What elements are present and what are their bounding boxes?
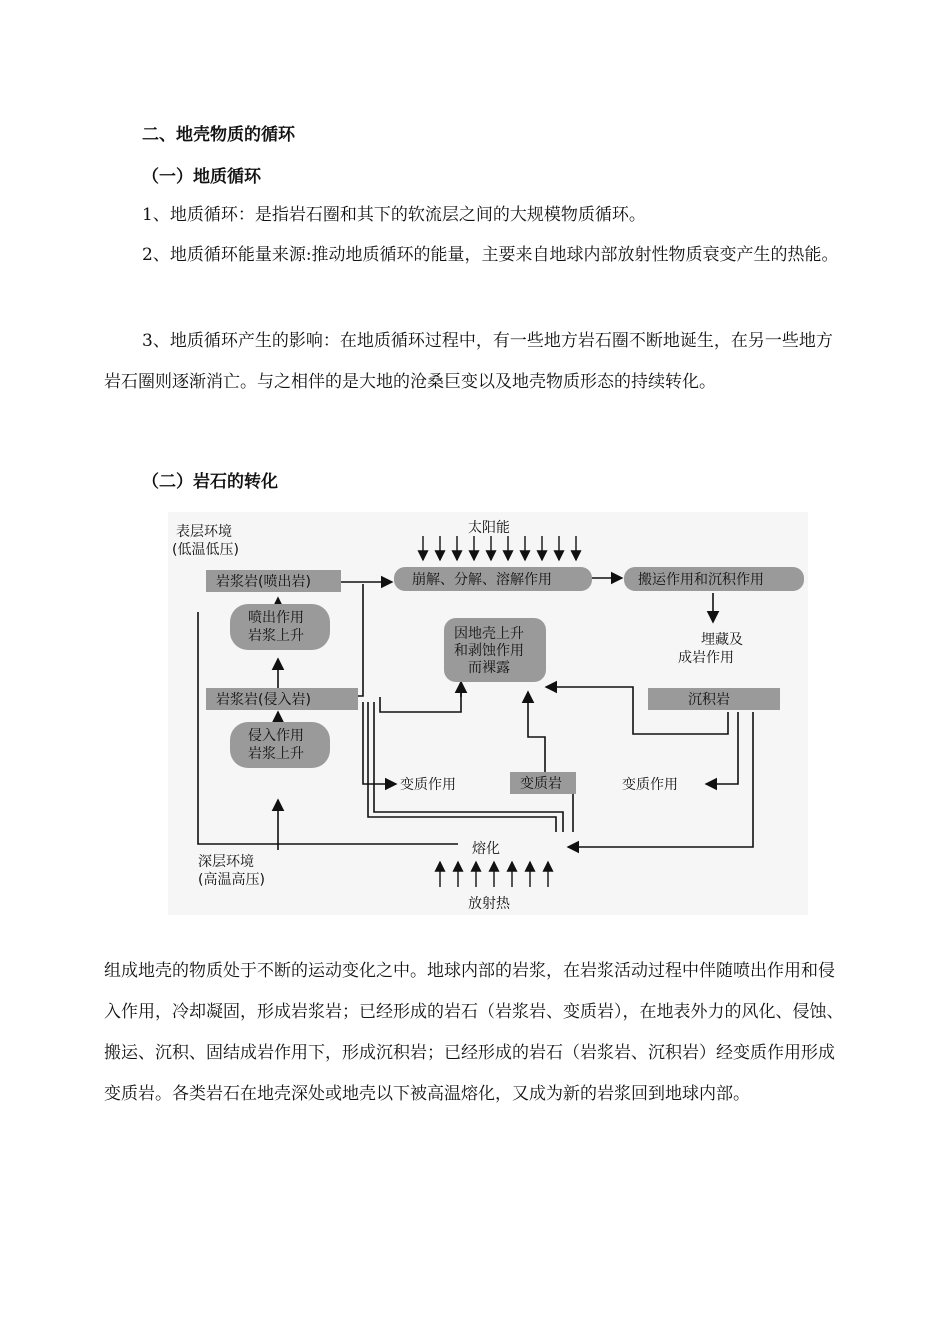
intrusion-line2: 岩浆上升 — [248, 746, 304, 762]
rock-cycle-diagram — [168, 512, 808, 915]
metamorphism-right-label: 变质作用 — [622, 777, 678, 793]
extrusive-rock-label: 岩浆岩(喷出岩) — [216, 574, 311, 590]
subsection-title-1: （一）地质循环 — [142, 167, 261, 187]
radiant-heat-label: 放射热 — [468, 896, 510, 912]
eruption-line1: 喷出作用 — [248, 610, 304, 626]
paragraph-2: 2、地质循环能量来源:推动地质循环的能量，主要来自地球内部放射性物质衰变产生的热能。 — [142, 245, 839, 265]
intrusive-rock-label: 岩浆岩(侵入岩) — [216, 692, 311, 708]
surface-env-line1: 表层环境 — [176, 524, 232, 540]
paragraph-4: 组成地壳的物质处于不断的运动变化之中。地球内部的岩浆，在岩浆活动过程中伴随喷出作用和侵入作用，冷却凝固，形成岩浆岩；已经形成的岩石（岩浆岩、变质岩），在地表外力的风化、侵蚀、搬运、沉积、固结成岩作用下，形成沉积岩；已经形成的岩石（岩浆岩、沉积岩）经变质作用形成变质岩。各类岩石在地壳深处或地壳以下被高温熔化，又成为新的岩浆回到地球内部。 — [104, 961, 844, 1104]
uplift-line2: 和剥蚀作用 — [454, 643, 524, 659]
paragraph-3: 3、地质循环产生的影响：在地质循环过程中，有一些地方岩石圈不断地诞生，在另一些地方岩石圈则逐渐消亡。与之相伴的是大地的沧桑巨变以及地壳物质形态的持续转化。 — [104, 331, 833, 392]
melting-label: 熔化 — [472, 841, 500, 857]
section-title: 二、地壳物质的循环 — [142, 125, 295, 145]
transport-label: 搬运作用和沉积作用 — [638, 572, 764, 588]
paragraph-1: 1、地质循环：是指岩石圈和其下的软流层之间的大规模物质循环。 — [142, 205, 646, 225]
intrusion-line1: 侵入作用 — [248, 728, 304, 744]
burial-line1: 埋藏及 — [701, 632, 743, 648]
weathering-label: 崩解、分解、溶解作用 — [412, 572, 552, 588]
eruption-line2: 岩浆上升 — [248, 628, 304, 644]
uplift-line1: 因地壳上升 — [454, 626, 524, 642]
subsection-title-2: （二）岩石的转化 — [142, 472, 278, 492]
uplift-line3: 而裸露 — [468, 660, 510, 676]
deep-env-line1: 深层环境 — [198, 854, 254, 870]
burial-line2: 成岩作用 — [678, 650, 734, 666]
solar-energy-label: 太阳能 — [468, 520, 510, 536]
surface-env-line2: (低温低压) — [172, 542, 239, 558]
sedimentary-rock-label: 沉积岩 — [688, 692, 730, 708]
deep-env-line2: (高温高压) — [198, 872, 265, 888]
metamorphic-rock-label: 变质岩 — [520, 776, 562, 792]
metamorphism-left-label: 变质作用 — [400, 777, 456, 793]
